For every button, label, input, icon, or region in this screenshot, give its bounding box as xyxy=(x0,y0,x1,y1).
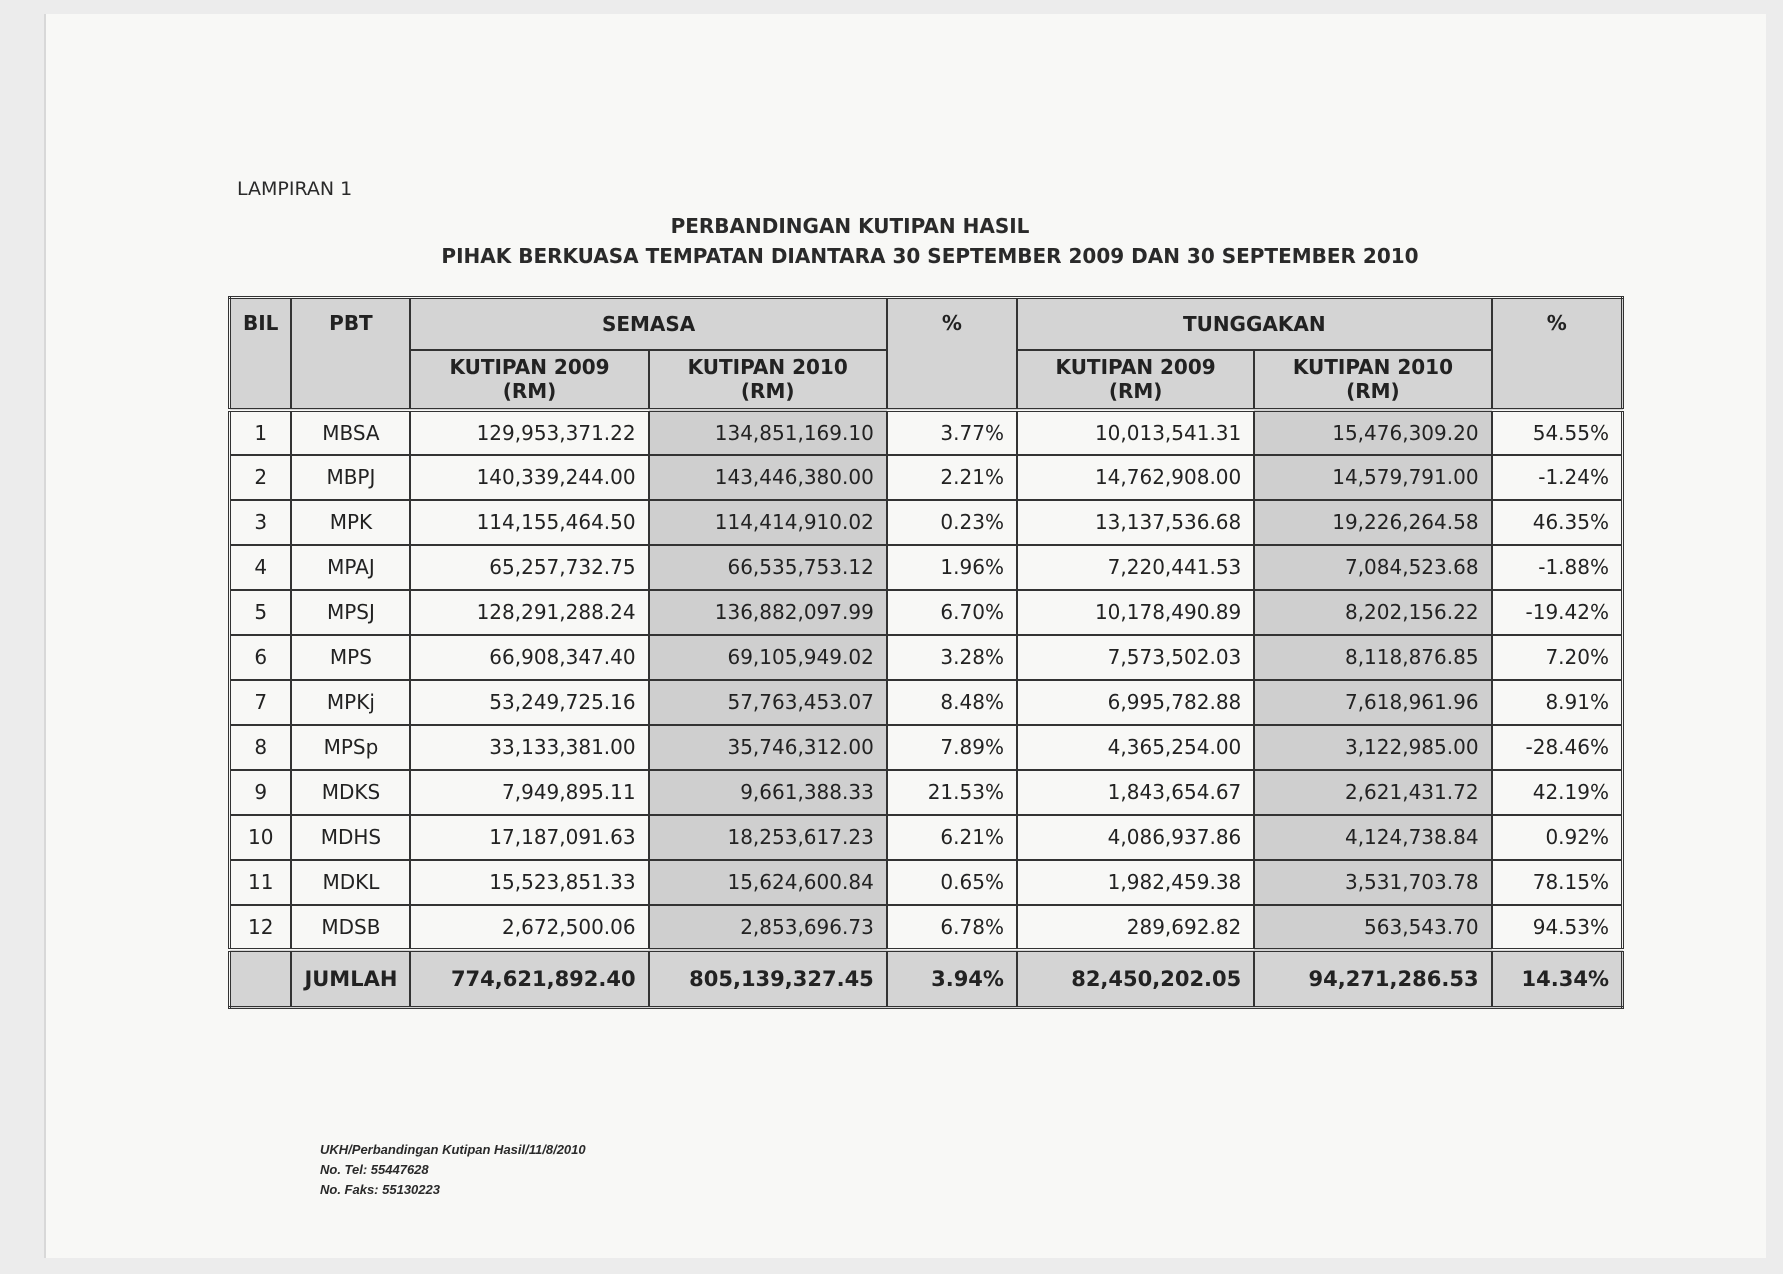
lampiran-label: LAMPIRAN 1 xyxy=(237,178,353,200)
table-row xyxy=(230,635,1623,680)
table-row xyxy=(230,905,1623,950)
footer-ref-line: UKH/Perbandingan Kutipan Hasil/11/8/2010 xyxy=(320,1142,586,1157)
cell-tunggakan-2009: 289,692.82 xyxy=(1017,905,1254,950)
cell-tunggakan-pct: 54.55% xyxy=(1492,410,1623,455)
cell-semasa-pct: 3.77% xyxy=(887,410,1017,455)
cell-bil: 6 xyxy=(230,635,292,680)
col-header-tunggakan-2010: KUTIPAN 2010 (RM) xyxy=(1254,350,1491,410)
table-row xyxy=(230,410,1623,455)
cell-tunggakan-2009: 4,086,937.86 xyxy=(1017,815,1254,860)
cell-semasa-2010: 2,853,696.73 xyxy=(649,905,887,950)
cell-semasa-pct: 3.28% xyxy=(887,635,1017,680)
table-row xyxy=(230,500,1623,545)
cell-semasa-2009: 2,672,500.06 xyxy=(410,905,648,950)
cell-semasa-pct: 0.23% xyxy=(887,500,1017,545)
cell-semasa-2010: 9,661,388.33 xyxy=(649,770,887,815)
table-row xyxy=(230,860,1623,905)
cell-semasa-2010: 66,535,753.12 xyxy=(649,545,887,590)
cell-tunggakan-2009: 1,843,654.67 xyxy=(1017,770,1254,815)
cell-bil: 3 xyxy=(230,500,292,545)
cell-semasa-2010: 134,851,169.10 xyxy=(649,410,887,455)
cell-tunggakan-2010: 3,531,703.78 xyxy=(1254,860,1491,905)
cell-pbt: MPS xyxy=(291,635,410,680)
cell-semasa-2009: 17,187,091.63 xyxy=(410,815,648,860)
cell-tunggakan-2010: 4,124,738.84 xyxy=(1254,815,1491,860)
cell-tunggakan-2010: 7,618,961.96 xyxy=(1254,680,1491,725)
cell-pbt: MPSJ xyxy=(291,590,410,635)
total-tunggakan-2009: 82,450,202.05 xyxy=(1017,950,1254,1008)
col-header-bil: BIL xyxy=(230,298,292,410)
cell-semasa-pct: 1.96% xyxy=(887,545,1017,590)
cell-bil: 4 xyxy=(230,545,292,590)
cell-semasa-pct: 7.89% xyxy=(887,725,1017,770)
cell-tunggakan-2009: 10,013,541.31 xyxy=(1017,410,1254,455)
col-header-semasa-2010: KUTIPAN 2010 (RM) xyxy=(649,350,887,410)
cell-tunggakan-2009: 14,762,908.00 xyxy=(1017,455,1254,500)
col-header-semasa-2009: KUTIPAN 2009 (RM) xyxy=(410,350,648,410)
cell-pbt: MPKj xyxy=(291,680,410,725)
cell-semasa-2009: 53,249,725.16 xyxy=(410,680,648,725)
document-subtitle: PIHAK BERKUASA TEMPATAN DIANTARA 30 SEPTEMBER 2009 DAN 30 SEPTEMBER 2010 xyxy=(441,244,1419,268)
cell-semasa-2009: 33,133,381.00 xyxy=(410,725,648,770)
footer-reference xyxy=(320,1140,586,1200)
cell-semasa-pct: 2.21% xyxy=(887,455,1017,500)
cell-tunggakan-2010: 3,122,985.00 xyxy=(1254,725,1491,770)
cell-tunggakan-pct: -1.88% xyxy=(1492,545,1623,590)
col-header-tunggakan: TUNGGAKAN xyxy=(1017,298,1492,350)
cell-tunggakan-pct: -1.24% xyxy=(1492,455,1623,500)
cell-pbt: MDSB xyxy=(291,905,410,950)
cell-semasa-pct: 6.78% xyxy=(887,905,1017,950)
table-row xyxy=(230,815,1623,860)
cell-semasa-2010: 35,746,312.00 xyxy=(649,725,887,770)
total-semasa-pct: 3.94% xyxy=(887,950,1017,1008)
cell-semasa-2009: 128,291,288.24 xyxy=(410,590,648,635)
cell-bil: 12 xyxy=(230,905,292,950)
cell-semasa-2010: 136,882,097.99 xyxy=(649,590,887,635)
total-tunggakan-pct: 14.34% xyxy=(1492,950,1623,1008)
cell-bil: 9 xyxy=(230,770,292,815)
total-label: JUMLAH xyxy=(291,950,410,1008)
cell-pbt: MPSp xyxy=(291,725,410,770)
cell-tunggakan-2009: 4,365,254.00 xyxy=(1017,725,1254,770)
cell-tunggakan-pct: -28.46% xyxy=(1492,725,1623,770)
cell-pbt: MBSA xyxy=(291,410,410,455)
cell-bil: 2 xyxy=(230,455,292,500)
cell-semasa-2010: 15,624,600.84 xyxy=(649,860,887,905)
table-row xyxy=(230,770,1623,815)
cell-bil: 8 xyxy=(230,725,292,770)
cell-tunggakan-2010: 563,543.70 xyxy=(1254,905,1491,950)
cell-pbt: MPAJ xyxy=(291,545,410,590)
cell-pbt: MDKS xyxy=(291,770,410,815)
cell-tunggakan-2010: 14,579,791.00 xyxy=(1254,455,1491,500)
table-row xyxy=(230,545,1623,590)
total-tunggakan-2010: 94,271,286.53 xyxy=(1254,950,1491,1008)
cell-semasa-2009: 15,523,851.33 xyxy=(410,860,648,905)
cell-semasa-2010: 18,253,617.23 xyxy=(649,815,887,860)
cell-semasa-2009: 65,257,732.75 xyxy=(410,545,648,590)
cell-semasa-pct: 21.53% xyxy=(887,770,1017,815)
cell-bil: 1 xyxy=(230,410,292,455)
cell-tunggakan-2009: 13,137,536.68 xyxy=(1017,500,1254,545)
cell-tunggakan-pct: 0.92% xyxy=(1492,815,1623,860)
col-header-tunggakan-2009: KUTIPAN 2009 (RM) xyxy=(1017,350,1254,410)
cell-semasa-2010: 57,763,453.07 xyxy=(649,680,887,725)
col-header-tunggakan-pct: % xyxy=(1492,298,1623,410)
cell-tunggakan-pct: 78.15% xyxy=(1492,860,1623,905)
comparison-table xyxy=(228,296,1624,1009)
cell-pbt: MBPJ xyxy=(291,455,410,500)
cell-tunggakan-pct: 7.20% xyxy=(1492,635,1623,680)
cell-pbt: MDHS xyxy=(291,815,410,860)
cell-tunggakan-2010: 8,202,156.22 xyxy=(1254,590,1491,635)
cell-semasa-pct: 6.70% xyxy=(887,590,1017,635)
cell-pbt: MPK xyxy=(291,500,410,545)
cell-bil: 7 xyxy=(230,680,292,725)
cell-semasa-2010: 69,105,949.02 xyxy=(649,635,887,680)
cell-semasa-2009: 114,155,464.50 xyxy=(410,500,648,545)
table-row xyxy=(230,725,1623,770)
col-header-semasa-pct: % xyxy=(887,298,1017,410)
cell-tunggakan-pct: 42.19% xyxy=(1492,770,1623,815)
cell-semasa-2010: 143,446,380.00 xyxy=(649,455,887,500)
cell-semasa-pct: 6.21% xyxy=(887,815,1017,860)
cell-semasa-2010: 114,414,910.02 xyxy=(649,500,887,545)
cell-bil: 5 xyxy=(230,590,292,635)
cell-tunggakan-2009: 6,995,782.88 xyxy=(1017,680,1254,725)
table-row xyxy=(230,680,1623,725)
cell-tunggakan-2009: 1,982,459.38 xyxy=(1017,860,1254,905)
cell-bil: 10 xyxy=(230,815,292,860)
cell-semasa-pct: 8.48% xyxy=(887,680,1017,725)
cell-bil: 11 xyxy=(230,860,292,905)
cell-tunggakan-2009: 7,573,502.03 xyxy=(1017,635,1254,680)
cell-semasa-2009: 66,908,347.40 xyxy=(410,635,648,680)
footer-fax: No. Faks: 55130223 xyxy=(320,1182,440,1197)
col-header-pbt: PBT xyxy=(291,298,410,410)
cell-pbt: MDKL xyxy=(291,860,410,905)
col-header-semasa: SEMASA xyxy=(410,298,886,350)
cell-tunggakan-2010: 7,084,523.68 xyxy=(1254,545,1491,590)
footer-tel: No. Tel: 55447628 xyxy=(320,1162,429,1177)
cell-tunggakan-2010: 8,118,876.85 xyxy=(1254,635,1491,680)
table-row xyxy=(230,590,1623,635)
cell-tunggakan-pct: -19.42% xyxy=(1492,590,1623,635)
cell-semasa-2009: 129,953,371.22 xyxy=(410,410,648,455)
document-title: PERBANDINGAN KUTIPAN HASIL xyxy=(670,214,1030,238)
cell-tunggakan-2010: 15,476,309.20 xyxy=(1254,410,1491,455)
total-row xyxy=(230,950,1623,1008)
cell-tunggakan-2010: 19,226,264.58 xyxy=(1254,500,1491,545)
cell-tunggakan-pct: 8.91% xyxy=(1492,680,1623,725)
total-semasa-2009: 774,621,892.40 xyxy=(410,950,648,1008)
cell-tunggakan-2009: 10,178,490.89 xyxy=(1017,590,1254,635)
cell-tunggakan-2010: 2,621,431.72 xyxy=(1254,770,1491,815)
cell-semasa-2009: 7,949,895.11 xyxy=(410,770,648,815)
cell-tunggakan-2009: 7,220,441.53 xyxy=(1017,545,1254,590)
table-row xyxy=(230,455,1623,500)
cell-tunggakan-pct: 46.35% xyxy=(1492,500,1623,545)
cell-semasa-pct: 0.65% xyxy=(887,860,1017,905)
cell-tunggakan-pct: 94.53% xyxy=(1492,905,1623,950)
total-semasa-2010: 805,139,327.45 xyxy=(649,950,887,1008)
cell-semasa-2009: 140,339,244.00 xyxy=(410,455,648,500)
